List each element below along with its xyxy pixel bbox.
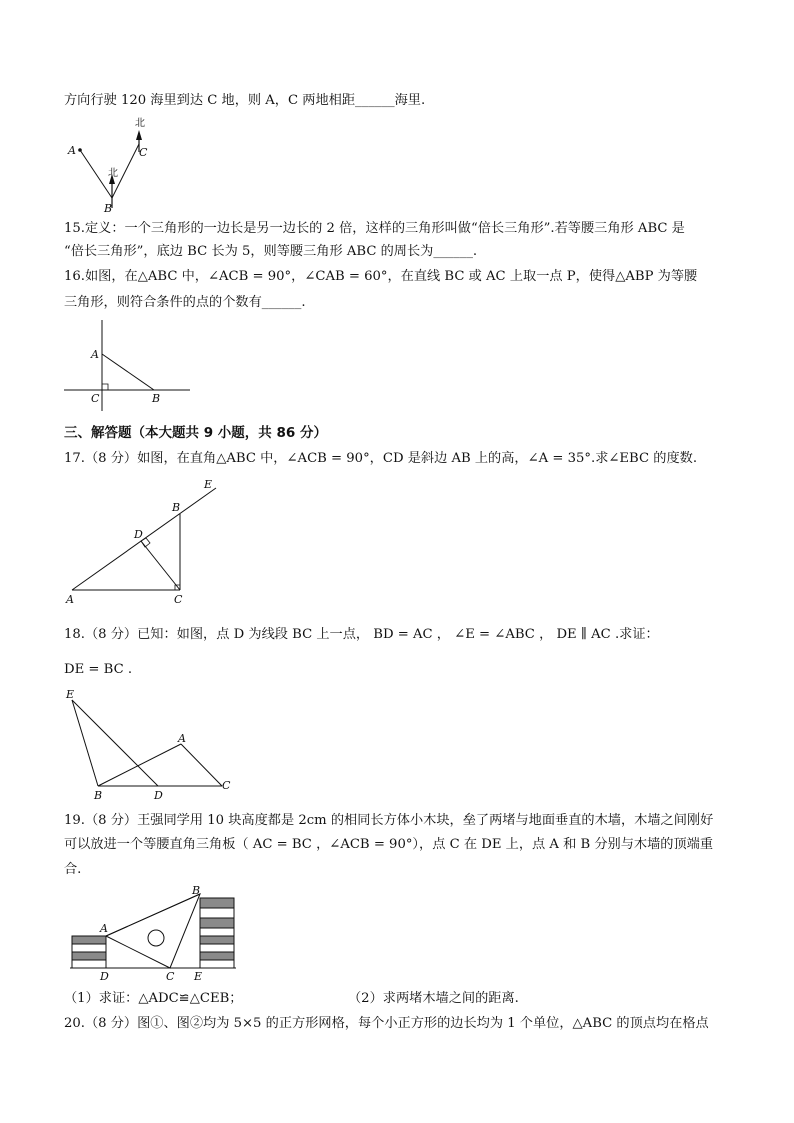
figure-16-right-triangle	[62, 318, 194, 413]
label-E: E	[194, 970, 203, 983]
altitude-CD	[141, 541, 180, 590]
question-20-text: 20.（8 分）图①、图②均为 5×5 的正方形网格，每个小正方形的边长均为 1 个单位，△ABC 的顶点均在格点	[64, 1016, 709, 1031]
question-19-part-1: （1）求证：△ADC≌△CEB；	[64, 991, 243, 1006]
label-D: D	[100, 970, 109, 983]
label-C: C	[166, 970, 175, 983]
segment-BA	[98, 744, 181, 786]
question-19-line-2: 可以放进一个等腰直角三角板（ AC = BC ，∠ACB = 90°），点 C 在 DE 上，点 A 和 B 分别与木墙的顶端重	[64, 837, 714, 852]
figure-14-direction-diagram	[62, 116, 162, 214]
question-14-text: 方向行驶 120 海里到达 C 地，则 A，C 两地相距______海里.	[64, 93, 426, 108]
label-A: A	[91, 348, 99, 361]
label-E: E	[204, 478, 213, 491]
label-C: C	[174, 593, 183, 606]
segment-AC	[181, 744, 222, 786]
left-wall	[72, 936, 106, 968]
question-15-line-1: 15.定义：一个三角形的一边长是另一边长的 2 倍，这样的三角形叫做“倍长三角形”.若等腰三角形 ABC 是	[64, 221, 685, 236]
question-17-text: 17.（8 分）如图，在直角△ABC 中，∠ACB = 90°，CD 是斜边 AB 上的高，∠A = 35°.求∠EBC 的度数.	[64, 451, 698, 466]
label-A: A	[66, 593, 74, 606]
question-19-part-2: （2）求两堵木墙之间的距离.	[348, 991, 519, 1006]
question-19-line-3: 合.	[64, 862, 82, 877]
label-C: C	[222, 779, 231, 792]
figure-18-triangles	[62, 686, 242, 804]
arrow-head-top	[136, 130, 142, 140]
label-B: B	[104, 202, 113, 215]
figure-19-wooden-walls	[66, 884, 242, 984]
label-B: B	[172, 501, 181, 514]
question-19-line-1: 19.（8 分）王强同学用 10 块高度都是 2cm 的相同长方体小木块，垒了两堵与地面垂直的木墙，木墙之间刚好	[64, 813, 714, 828]
figure-17-right-triangle	[62, 478, 222, 608]
north-label-bottom: 北	[108, 168, 118, 179]
right-angle-mark	[102, 384, 108, 390]
right-wall	[200, 898, 234, 968]
question-15-line-2: “倍长三角形”，底边 BC 长为 5，则等腰三角形 ABC 的周长为______.	[64, 244, 478, 259]
point-A	[78, 148, 82, 152]
segment-AB	[102, 354, 154, 390]
label-D: D	[154, 789, 163, 802]
label-C: C	[139, 146, 148, 159]
north-label-top: 北	[135, 118, 145, 129]
label-B: B	[94, 789, 103, 802]
label-E: E	[66, 688, 75, 701]
label-D: D	[134, 528, 143, 541]
label-C: C	[91, 392, 100, 405]
label-B: B	[152, 392, 161, 405]
label-A: A	[68, 144, 76, 157]
section-heading: 三、解答题（本大题共 9 小题，共 86 分）	[64, 425, 327, 441]
question-16-line-2: 三角形，则符合条件的点的个数有______.	[64, 295, 306, 310]
question-16-line-1: 16.如图，在△ABC 中，∠ACB = 90°，∠CAB = 60°，在直线 BC 或 AC 上取一点 P，使得△ABP 为等腰	[64, 269, 698, 284]
label-B: B	[192, 884, 201, 897]
label-A: A	[100, 922, 108, 935]
question-18-line-1: 18.（8 分）已知：如图，点 D 为线段 BC 上一点， BD = AC ， ∠E = ∠ABC ， DE ∥ AC .求证：	[64, 627, 659, 642]
question-18-line-2: DE = BC .	[64, 662, 133, 677]
label-A: A	[178, 732, 186, 745]
